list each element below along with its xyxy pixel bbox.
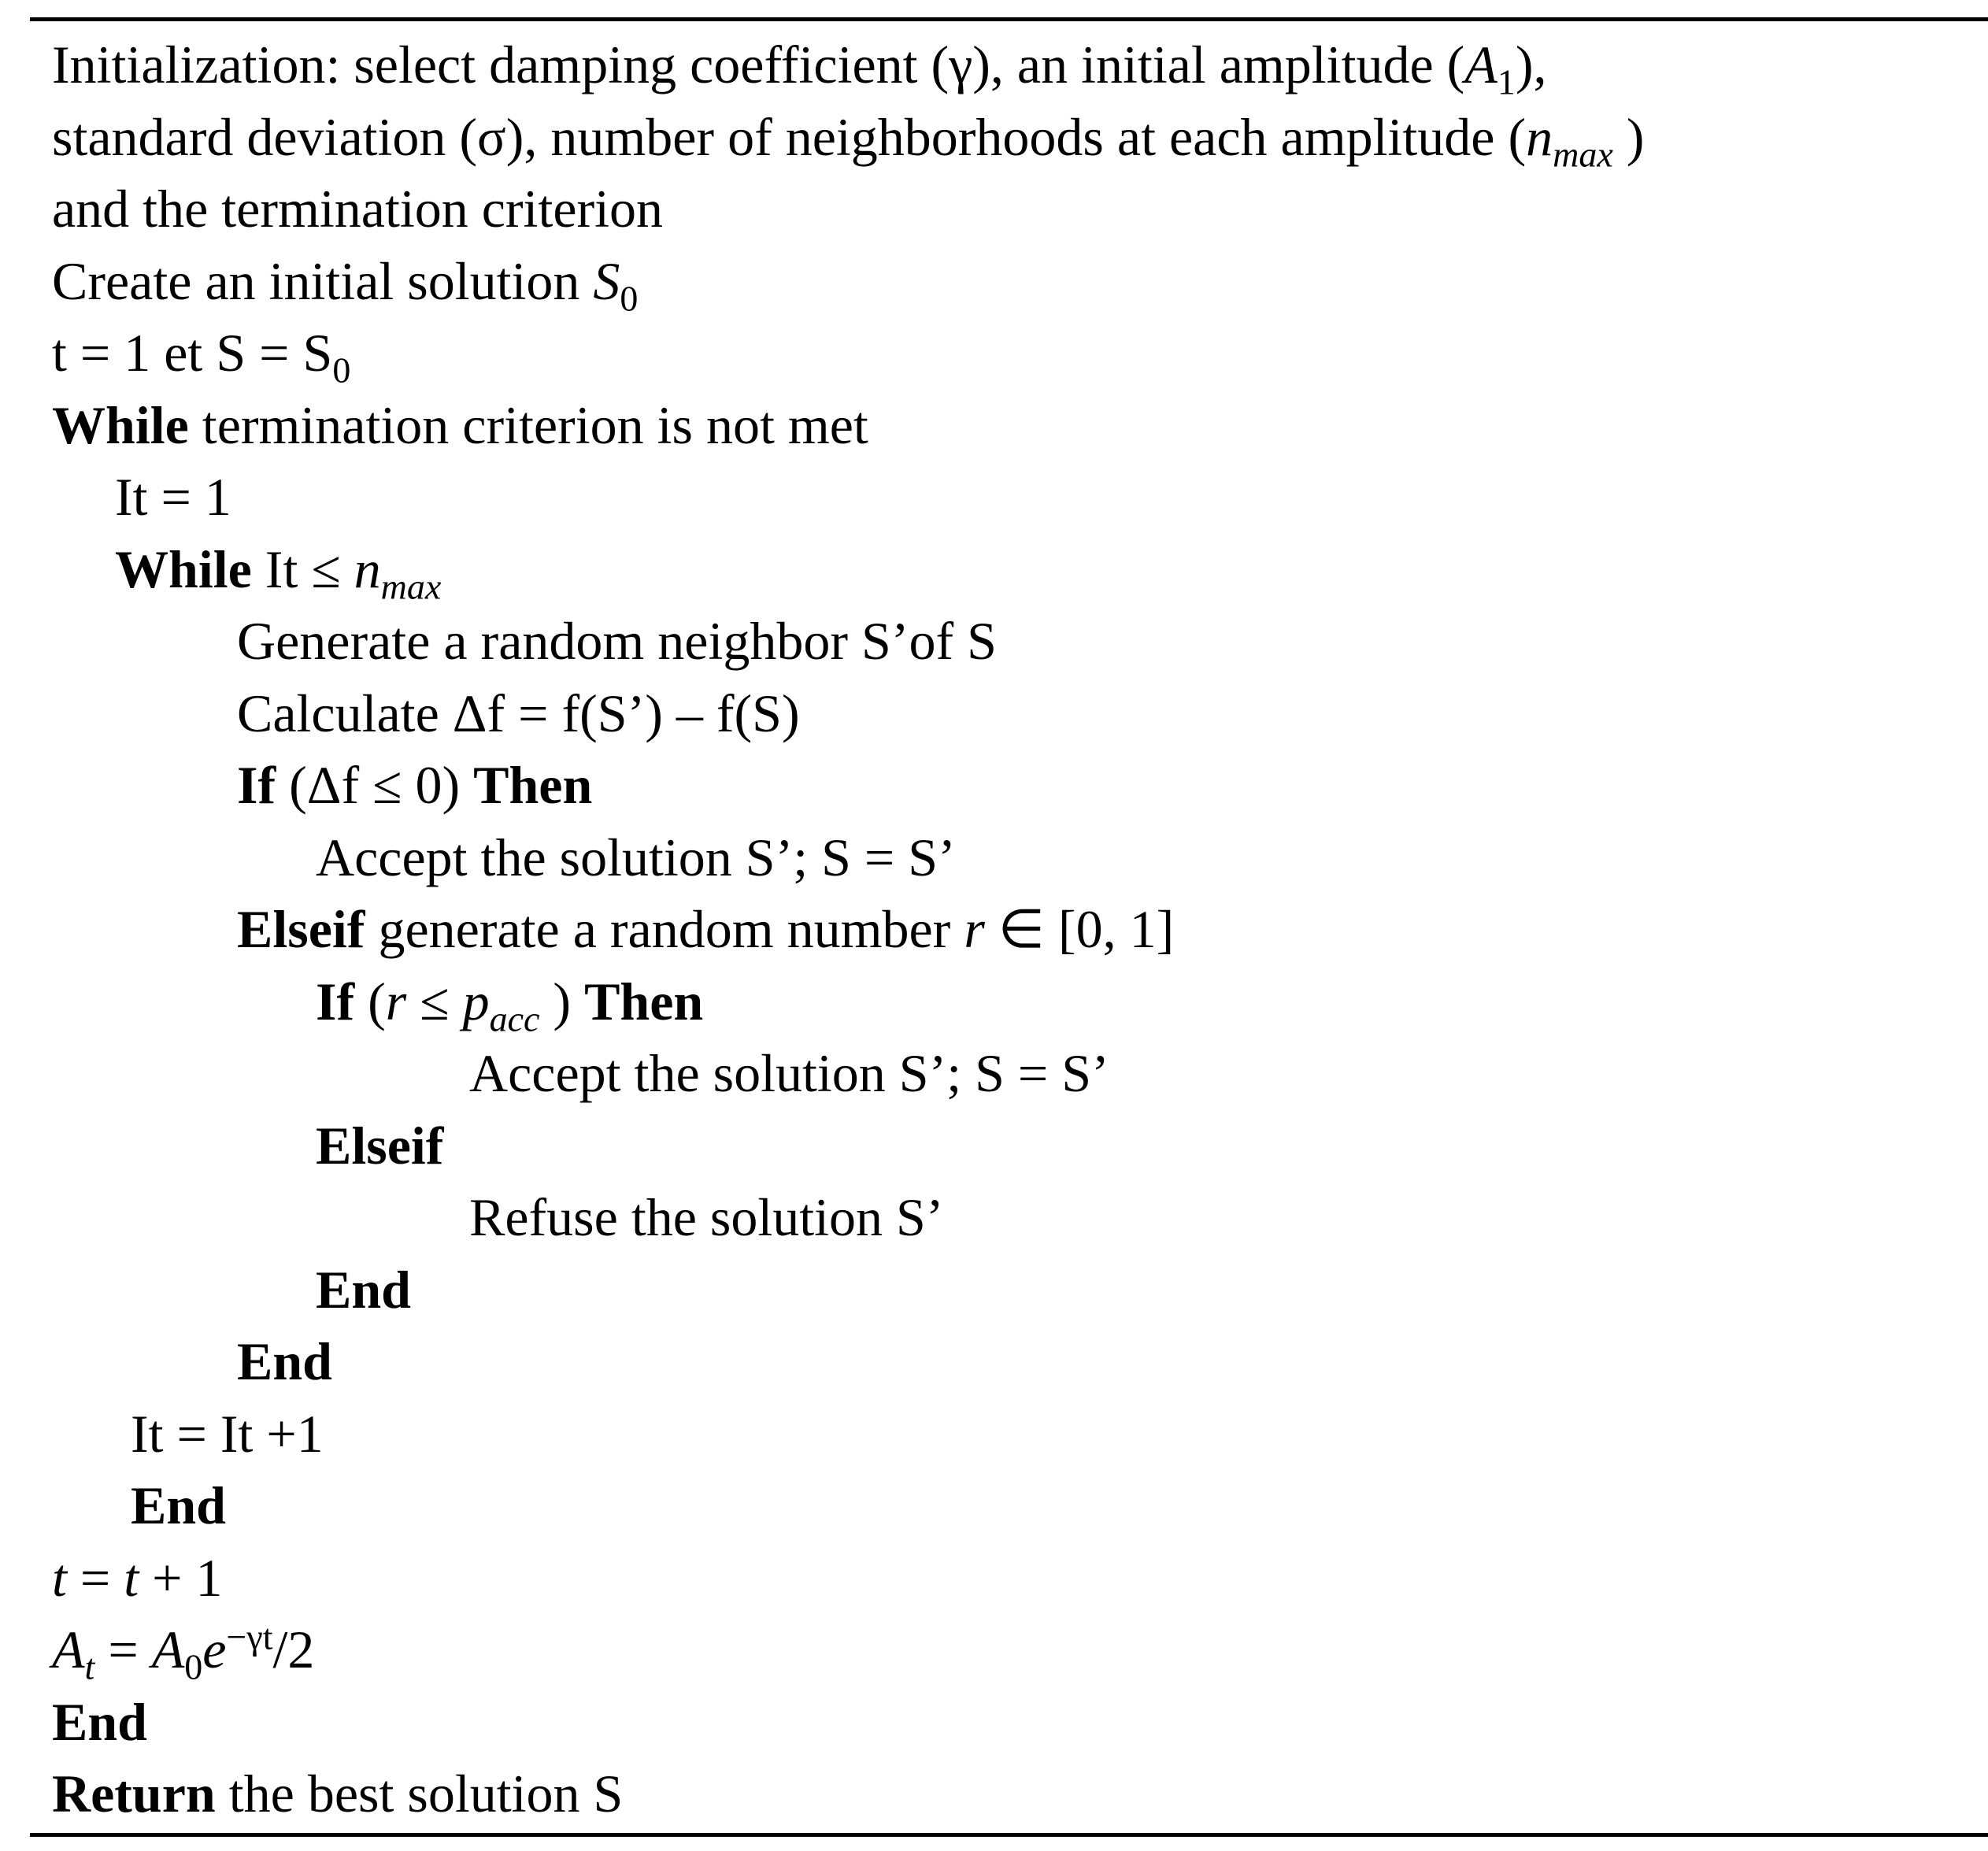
text-fragment: ), — [1515, 35, 1547, 94]
text-fragment: 0 — [620, 278, 639, 319]
text-fragment: A — [52, 1620, 85, 1679]
keyword: Then — [473, 755, 593, 815]
text-fragment: ) — [1612, 106, 1645, 167]
text-fragment: p — [462, 971, 490, 1031]
text-fragment: termination criterion is not met — [188, 394, 868, 455]
text-fragment: t — [124, 1547, 139, 1608]
text-fragment: Accept the solution S’; S = S’ — [316, 827, 956, 887]
algorithm-line — [316, 826, 956, 889]
keyword: Then — [584, 971, 704, 1031]
keyword: Return — [52, 1764, 216, 1823]
algorithm-line — [115, 465, 231, 528]
text-fragment: Refuse the solution S’ — [469, 1187, 944, 1247]
keyword: While — [115, 539, 252, 599]
text-fragment: 1 — [1497, 61, 1516, 102]
text-fragment: n — [354, 539, 381, 599]
algorithm-line — [237, 682, 800, 745]
algorithm-line — [131, 1474, 226, 1537]
algorithm-line — [52, 1762, 623, 1825]
text-fragment: r — [964, 899, 985, 959]
text-fragment: max — [1553, 134, 1613, 175]
algorithm-line — [52, 177, 663, 240]
algorithm-line — [237, 1330, 332, 1393]
algorithm-line — [469, 1186, 944, 1249]
text-fragment: ∈ [0, 1] — [984, 899, 1175, 959]
keyword: If — [316, 971, 355, 1031]
algorithm-line — [52, 33, 1547, 102]
algorithm-line — [316, 1258, 411, 1321]
algorithm-line — [52, 1616, 315, 1687]
algorithm-line — [52, 321, 351, 391]
text-fragment: max — [380, 566, 442, 607]
text-fragment: −γt — [226, 1616, 273, 1657]
text-fragment: A — [1464, 35, 1497, 94]
text-fragment: n — [1526, 106, 1553, 167]
text-fragment: + 1 — [139, 1547, 223, 1608]
text-fragment: acc — [489, 998, 540, 1039]
text-fragment: generate a random number — [365, 899, 964, 959]
text-fragment: 0 — [184, 1646, 203, 1687]
keyword: Elseif — [237, 899, 365, 959]
text-fragment: t = 1 et S = S — [52, 323, 333, 383]
text-fragment: t — [52, 1547, 67, 1608]
text-fragment: the best solution S — [215, 1764, 624, 1823]
text-fragment: Generate a random neighbor S’of S — [237, 611, 997, 671]
bottom-rule — [30, 1833, 1988, 1837]
algorithm-line — [131, 1402, 324, 1465]
algorithm-line — [52, 394, 868, 457]
text-fragment: ) — [539, 971, 585, 1031]
top-rule — [30, 17, 1988, 21]
algorithm-line — [237, 609, 997, 672]
text-fragment: = — [66, 1547, 124, 1608]
text-fragment: ≤ — [406, 971, 463, 1031]
text-fragment: A — [151, 1620, 185, 1679]
text-fragment: S — [593, 250, 620, 311]
text-fragment: It = 1 — [115, 467, 231, 527]
algorithm-line — [469, 1042, 1109, 1105]
algorithm-line — [52, 106, 1645, 175]
algorithm-line — [115, 538, 442, 607]
keyword: If — [237, 755, 276, 815]
algorithm-line — [52, 1690, 147, 1753]
algorithm-line — [52, 1546, 223, 1609]
text-fragment: standard deviation (σ), number of neighborhoods at each amplitude ( — [52, 106, 1527, 167]
algorithm-line — [316, 1114, 443, 1177]
text-fragment: Initialization: select damping coefficient (γ), an initial amplitude ( — [52, 35, 1465, 94]
text-fragment: t — [84, 1646, 95, 1687]
algorithm-line — [316, 970, 704, 1039]
text-fragment: It = It +1 — [131, 1403, 324, 1464]
keyword: End — [237, 1331, 332, 1391]
text-fragment: 0 — [332, 350, 351, 391]
text-fragment: r — [385, 971, 407, 1031]
algorithm-line — [237, 753, 592, 816]
algorithm-line — [237, 898, 1174, 961]
text-fragment: /2 — [272, 1620, 315, 1679]
keyword: End — [131, 1475, 226, 1535]
algorithm-line — [52, 250, 639, 319]
text-fragment: e — [202, 1620, 227, 1679]
text-fragment: and the termination criterion — [52, 179, 664, 239]
text-fragment: Create an initial solution — [52, 250, 594, 311]
keyword: Elseif — [316, 1115, 444, 1175]
keyword: End — [316, 1259, 411, 1320]
text-fragment: Calculate Δf = f(S’) – f(S) — [237, 683, 800, 743]
text-fragment: ( — [354, 971, 386, 1031]
text-fragment: (Δf ≤ 0) — [276, 755, 474, 815]
keyword: End — [52, 1691, 147, 1752]
keyword: While — [52, 394, 189, 455]
text-fragment: = — [94, 1620, 152, 1679]
text-fragment: It ≤ — [251, 539, 354, 599]
text-fragment: Accept the solution S’; S = S’ — [469, 1043, 1109, 1103]
